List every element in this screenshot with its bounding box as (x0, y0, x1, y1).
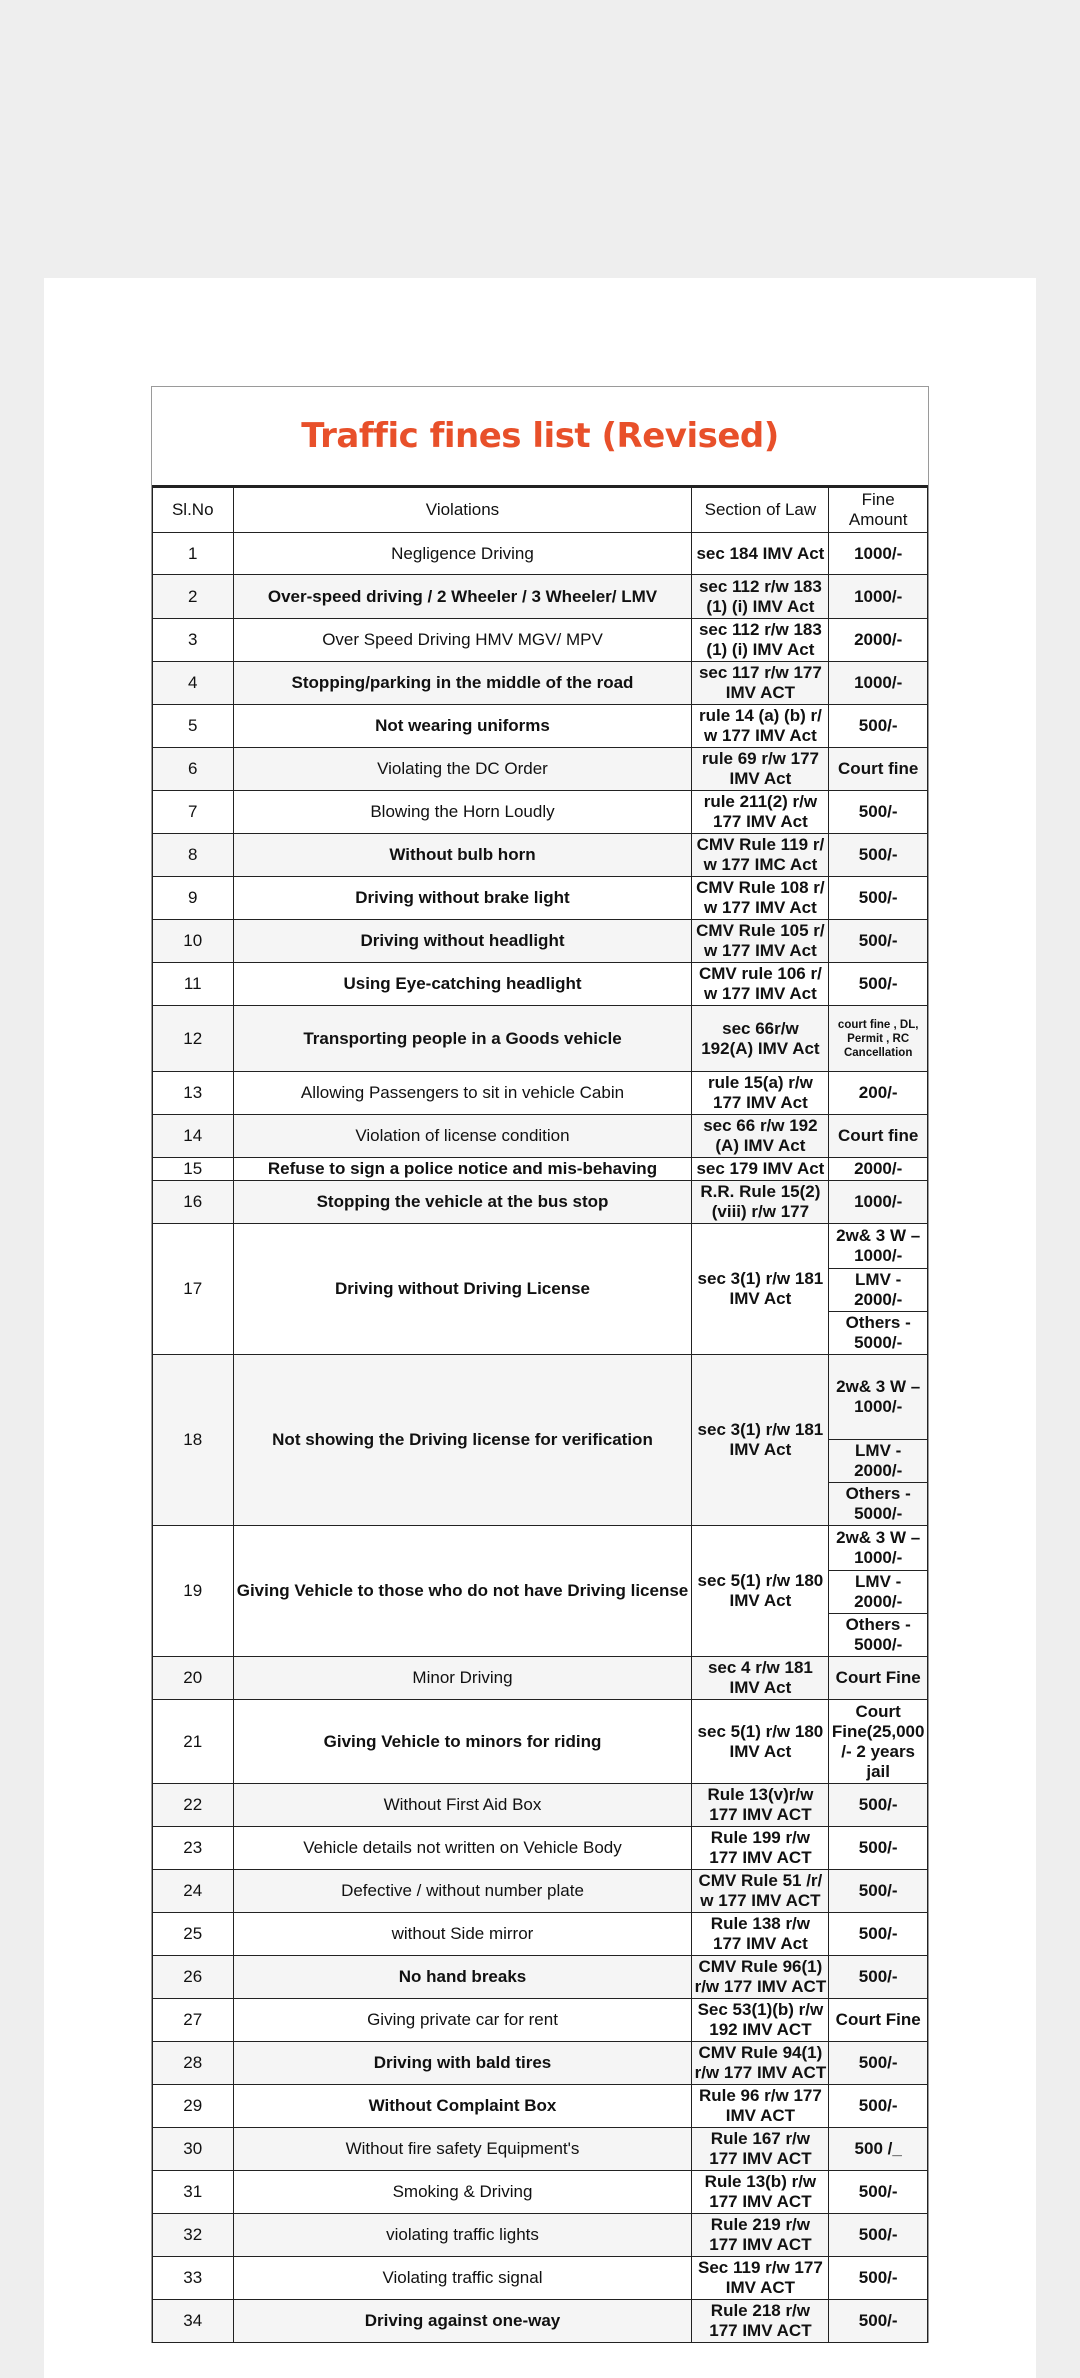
row-number: 31 (153, 2171, 234, 2214)
row-violation: Driving without headlight (233, 920, 692, 963)
row-violation: Violation of license condition (233, 1115, 692, 1158)
row-violation: Not showing the Driving license for verification (233, 1355, 692, 1526)
row-fine-option: 2w& 3 W – 1000/- (836, 1377, 921, 1416)
table-row (153, 748, 928, 791)
row-violation: Giving Vehicle to minors for riding (233, 1700, 692, 1784)
table-row (153, 1224, 928, 1355)
table-row (153, 1827, 928, 1870)
header-fine: Fine Amount (829, 488, 928, 533)
header-sl: Sl.No (153, 488, 234, 533)
row-number: 16 (153, 1181, 234, 1224)
row-violation: Driving without Driving License (233, 1224, 692, 1355)
table-row (153, 2042, 928, 2085)
row-number: 9 (153, 877, 234, 920)
row-violation: Driving with bald tires (233, 2042, 692, 2085)
row-number: 25 (153, 1913, 234, 1956)
row-section: CMV Rule 94(1) r/w 177 IMV ACT (692, 2042, 829, 2085)
row-fine-option: LMV - 2000/- (829, 1439, 927, 1482)
row-number: 8 (153, 834, 234, 877)
row-number: 22 (153, 1784, 234, 1827)
row-section: Rule 167 r/w 177 IMV ACT (692, 2128, 829, 2171)
row-number: 14 (153, 1115, 234, 1158)
row-violation: Defective / without number plate (233, 1870, 692, 1913)
row-section: sec 179 IMV Act (692, 1158, 829, 1181)
row-section: Rule 96 r/w 177 IMV ACT (692, 2085, 829, 2128)
row-fine: 500/- (829, 1784, 928, 1827)
row-section: Rule 13(v)r/w 177 IMV ACT (692, 1784, 829, 1827)
row-fine: court fine , DL, Permit , RC Cancellation (829, 1006, 928, 1072)
table-row (153, 1526, 928, 1657)
row-fine: 500/- (829, 1913, 928, 1956)
row-section: Rule 219 r/w 177 IMV ACT (692, 2214, 829, 2257)
row-section: CMV Rule 51 /r/ w 177 IMV ACT (692, 1870, 829, 1913)
table-row (153, 619, 928, 662)
row-section: sec 117 r/w 177 IMV ACT (692, 662, 829, 705)
row-fine: 500/- (829, 2171, 928, 2214)
row-fine: 500/- (829, 2085, 928, 2128)
row-section: Sec 53(1)(b) r/w 192 IMV ACT (692, 1999, 829, 2042)
row-fine-option: Others - 5000/- (829, 1613, 927, 1656)
row-fine: 500/- (829, 1956, 928, 1999)
title-cell (152, 387, 928, 487)
table-row (153, 1999, 928, 2042)
row-fine: 2000/- (829, 1158, 928, 1181)
row-fine: 500/- (829, 2042, 928, 2085)
row-section: Rule 13(b) r/w 177 IMV ACT (692, 2171, 829, 2214)
row-section: Rule 199 r/w 177 IMV ACT (692, 1827, 829, 1870)
row-violation: Smoking & Driving (233, 2171, 692, 2214)
row-section: sec 66 r/w 192 (A) IMV Act (692, 1115, 829, 1158)
document-page (44, 278, 1036, 2378)
table-row (153, 2171, 928, 2214)
row-number: 24 (153, 1870, 234, 1913)
row-violation: Over Speed Driving HMV MGV/ MPV (233, 619, 692, 662)
table-row (153, 1913, 928, 1956)
row-violation: Violating traffic signal (233, 2257, 692, 2300)
row-fine: Court fine (829, 1115, 928, 1158)
row-section: CMV Rule 96(1) r/w 177 IMV ACT (692, 1956, 829, 1999)
table-row (153, 705, 928, 748)
row-section: Sec 119 r/w 177 IMV ACT (692, 2257, 829, 2300)
row-fine-split (829, 1355, 928, 1526)
row-fine: 500/- (829, 920, 928, 963)
table-body (153, 533, 928, 2343)
row-violation: Not wearing uniforms (233, 705, 692, 748)
fines-table (152, 487, 928, 2343)
row-section: sec 112 r/w 183 (1) (i) IMV Act (692, 619, 829, 662)
row-section: sec 3(1) r/w 181 IMV Act (692, 1224, 829, 1355)
row-number: 23 (153, 1827, 234, 1870)
row-section: rule 211(2) r/w 177 IMV Act (692, 791, 829, 834)
row-number: 12 (153, 1006, 234, 1072)
table-row (153, 533, 928, 575)
row-fine: 500/- (829, 1827, 928, 1870)
row-fine: 500/- (829, 2300, 928, 2343)
row-section: CMV rule 106 r/ w 177 IMV Act (692, 963, 829, 1006)
row-section: sec 5(1) r/w 180 IMV Act (692, 1526, 829, 1657)
table-row (153, 920, 928, 963)
row-number: 3 (153, 619, 234, 662)
table-row (153, 2085, 928, 2128)
table-row (153, 1956, 928, 1999)
row-section: CMV Rule 105 r/ w 177 IMV Act (692, 920, 829, 963)
row-section: sec 5(1) r/w 180 IMV Act (692, 1700, 829, 1784)
row-fine: 1000/- (829, 575, 928, 619)
row-number: 29 (153, 2085, 234, 2128)
row-number: 34 (153, 2300, 234, 2343)
row-fine: 1000/- (829, 533, 928, 575)
table-row (153, 2214, 928, 2257)
row-violation: Without fire safety Equipment's (233, 2128, 692, 2171)
table-row (153, 877, 928, 920)
table-row (153, 2300, 928, 2343)
row-fine: 200/- (829, 1072, 928, 1115)
row-section: CMV Rule 108 r/ w 177 IMV Act (692, 877, 829, 920)
row-section: Rule 218 r/w 177 IMV ACT (692, 2300, 829, 2343)
table-row (153, 963, 928, 1006)
row-violation: Giving private car for rent (233, 1999, 692, 2042)
row-number: 1 (153, 533, 234, 575)
row-fine-option: 2w& 3 W – 1000/- (836, 1226, 921, 1265)
row-violation: Without First Aid Box (233, 1784, 692, 1827)
table-row (153, 1006, 928, 1072)
table-row (153, 662, 928, 705)
table-row (153, 2257, 928, 2300)
row-fine-option: 2w& 3 W – 1000/- (836, 1528, 921, 1567)
table-row (153, 2128, 928, 2171)
row-fine: Court Fine (829, 1657, 928, 1700)
row-section: rule 15(a) r/w 177 IMV Act (692, 1072, 829, 1115)
row-section: R.R. Rule 15(2) (viii) r/w 177 (692, 1181, 829, 1224)
row-number: 7 (153, 791, 234, 834)
row-violation: Giving Vehicle to those who do not have Driving license (233, 1526, 692, 1657)
row-violation: Transporting people in a Goods vehicle (233, 1006, 692, 1072)
row-fine-option: Others - 5000/- (829, 1311, 927, 1354)
row-violation: Refuse to sign a police notice and mis-behaving (233, 1158, 692, 1181)
row-fine-option: Others - 5000/- (829, 1482, 927, 1525)
row-number: 15 (153, 1158, 234, 1181)
row-section: sec 3(1) r/w 181 IMV Act (692, 1355, 829, 1526)
row-section: sec 66r/w 192(A) IMV Act (692, 1006, 829, 1072)
page-title: Traffic fines list (Revised) (301, 416, 779, 456)
row-violation: Using Eye-catching headlight (233, 963, 692, 1006)
row-section: rule 69 r/w 177 IMV Act (692, 748, 829, 791)
row-number: 28 (153, 2042, 234, 2085)
table-row (153, 1784, 928, 1827)
row-fine-split (829, 1224, 928, 1355)
row-number: 21 (153, 1700, 234, 1784)
table-row (153, 1700, 928, 1784)
row-fine-option: LMV - 2000/- (829, 1570, 927, 1613)
row-fine: 500/- (829, 877, 928, 920)
table-row (153, 1355, 928, 1526)
row-fine: 1000/- (829, 1181, 928, 1224)
table-row (153, 1657, 928, 1700)
row-violation: Stopping the vehicle at the bus stop (233, 1181, 692, 1224)
row-number: 30 (153, 2128, 234, 2171)
row-number: 33 (153, 2257, 234, 2300)
row-number: 19 (153, 1526, 234, 1657)
row-section: sec 4 r/w 181 IMV Act (692, 1657, 829, 1700)
row-violation: Blowing the Horn Loudly (233, 791, 692, 834)
row-number: 32 (153, 2214, 234, 2257)
table-row (153, 834, 928, 877)
row-fine-option: LMV - 2000/- (829, 1268, 927, 1311)
row-violation: Driving without brake light (233, 877, 692, 920)
row-fine: 500 /_ (829, 2128, 928, 2171)
row-violation: Violating the DC Order (233, 748, 692, 791)
row-number: 4 (153, 662, 234, 705)
table-row (153, 1870, 928, 1913)
row-violation: Driving against one-way (233, 2300, 692, 2343)
row-fine: 500/- (829, 2257, 928, 2300)
row-section: rule 14 (a) (b) r/ w 177 IMV Act (692, 705, 829, 748)
row-section: Rule 138 r/w 177 IMV Act (692, 1913, 829, 1956)
table-row (153, 791, 928, 834)
header-section: Section of Law (692, 488, 829, 533)
row-violation: Without Complaint Box (233, 2085, 692, 2128)
row-section: CMV Rule 119 r/ w 177 IMC Act (692, 834, 829, 877)
row-number: 2 (153, 575, 234, 619)
row-number: 11 (153, 963, 234, 1006)
table-row (153, 575, 928, 619)
table-row (153, 1072, 928, 1115)
fines-document (151, 386, 929, 2343)
row-number: 18 (153, 1355, 234, 1526)
row-number: 20 (153, 1657, 234, 1700)
row-number: 27 (153, 1999, 234, 2042)
row-violation: Stopping/parking in the middle of the road (233, 662, 692, 705)
row-violation: violating traffic lights (233, 2214, 692, 2257)
row-fine: 1000/- (829, 662, 928, 705)
row-violation: No hand breaks (233, 1956, 692, 1999)
table-row (153, 1115, 928, 1158)
row-violation: Allowing Passengers to sit in vehicle Cabin (233, 1072, 692, 1115)
row-number: 10 (153, 920, 234, 963)
row-fine-split (829, 1526, 928, 1657)
row-fine: Court fine (829, 748, 928, 791)
row-violation: without Side mirror (233, 1913, 692, 1956)
table-row (153, 1181, 928, 1224)
row-number: 26 (153, 1956, 234, 1999)
row-number: 5 (153, 705, 234, 748)
row-fine: 500/- (829, 834, 928, 877)
row-fine: 500/- (829, 963, 928, 1006)
row-fine: 2000/- (829, 619, 928, 662)
table-row (153, 1158, 928, 1181)
row-fine: Court Fine(25,000 /- 2 years jail (829, 1700, 928, 1784)
row-fine: Court Fine (829, 1999, 928, 2042)
row-section: sec 184 IMV Act (692, 533, 829, 575)
row-violation: Minor Driving (233, 1657, 692, 1700)
row-violation: Over-speed driving / 2 Wheeler / 3 Wheeler/ LMV (233, 575, 692, 619)
row-violation: Negligence Driving (233, 533, 692, 575)
row-fine: 500/- (829, 1870, 928, 1913)
row-fine: 500/- (829, 705, 928, 748)
row-fine: 500/- (829, 791, 928, 834)
row-section: sec 112 r/w 183 (1) (i) IMV Act (692, 575, 829, 619)
row-violation: Without bulb horn (233, 834, 692, 877)
row-violation: Vehicle details not written on Vehicle Body (233, 1827, 692, 1870)
row-number: 17 (153, 1224, 234, 1355)
row-fine: 500/- (829, 2214, 928, 2257)
row-number: 6 (153, 748, 234, 791)
table-header-row (153, 488, 928, 533)
header-violation: Violations (233, 488, 692, 533)
row-number: 13 (153, 1072, 234, 1115)
